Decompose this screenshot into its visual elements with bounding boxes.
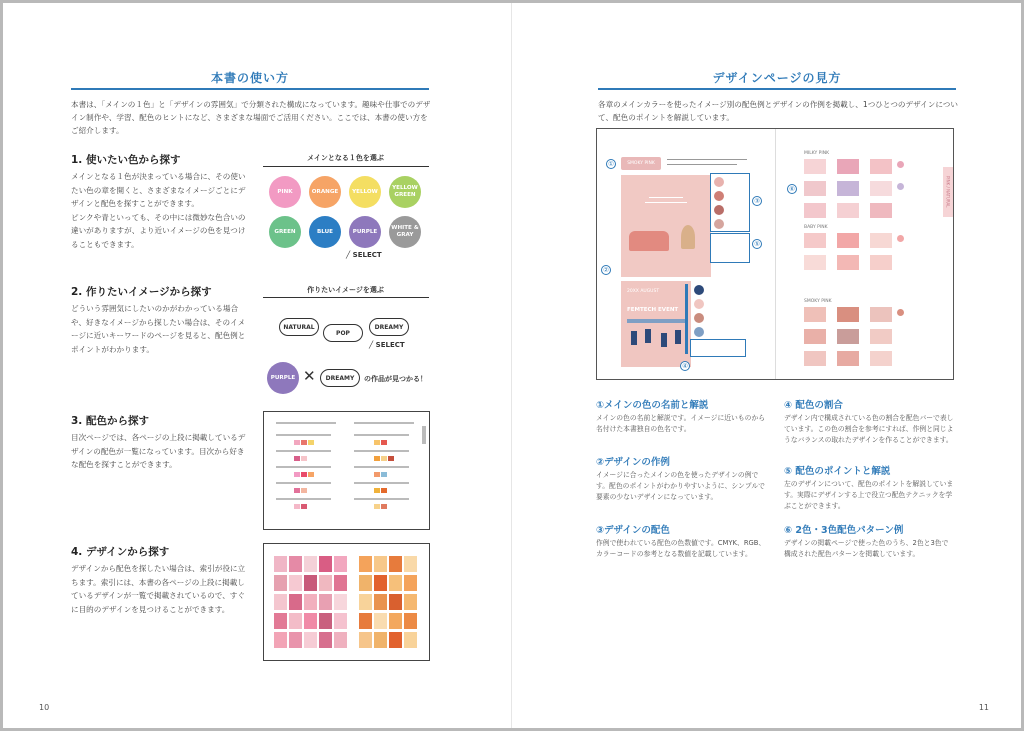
toc-swatch [381,488,387,493]
keyword-pill-pop: POP [323,324,363,342]
color-dot [714,205,724,215]
sofa-shape [629,231,669,251]
explanation-3-body: 作例で使われている配色の色数値です。CMYK、RGB、カラーコードの参考となる数値を記載しています。 [596,539,766,558]
index-tile [319,556,332,572]
toc-swatch [374,472,380,477]
section-4-body: デザインから配色を探したい場合は、索引が役に立ちます。索引には、本書の各ページの上段に掲載しているデザインが一覧で掲載されているので、すぐに目的のデザインを見つけることができます。 [71,564,246,614]
pattern-swatch [837,351,859,366]
panel-1-rule [263,166,429,167]
index-tile [404,632,417,648]
explanation-1-heading: ①メインの色の名前と解説 [596,400,709,411]
index-tile [319,594,332,610]
index-tile [389,594,402,610]
explanation-5-body: 左のデザインについて、配色のポイントを解説しています。実際にデザインする上で役立つ配色テクニックを学ぶことができます。 [784,480,954,510]
toc-line [276,422,336,424]
callout-4: ④ [680,361,690,371]
book-spread [3,3,1021,728]
toc-swatch [381,440,387,445]
select-tag-1: ╱ SELECT [346,251,382,259]
index-tile [304,594,317,610]
index-tile [289,575,302,591]
pattern-swatch [804,159,826,174]
example-title-line [649,197,683,198]
pattern-swatch [804,181,826,196]
palette-dot [897,161,904,168]
explanation-2-body: イメージに合ったメインの色を使ったデザインの例です。配色のポイントがわかりやすいように、シンプルで要素の少ないデザインになっています。 [596,471,765,501]
index-tile [334,556,347,572]
toc-swatch [374,504,380,509]
event-date: 20XX AUGUST [627,289,660,294]
index-tile [359,594,372,610]
toc-swatch [294,488,300,493]
pattern-swatch [837,255,859,270]
pattern-swatch [837,233,859,248]
pattern-swatch [837,329,859,344]
pattern-swatch [804,307,826,322]
index-tile [289,594,302,610]
pattern-swatch [870,329,892,344]
index-tile [289,556,302,572]
palette-dot [897,309,904,316]
index-tile [359,613,372,629]
toc-thumbnail [263,411,430,530]
index-tile [389,575,402,591]
pattern-swatch [870,181,892,196]
toc-swatch [294,504,300,509]
pattern-swatch [837,307,859,322]
left-page-number: 10 [39,703,50,712]
figure-shape [661,333,667,347]
section-3-heading: 3. 配色から探す [71,415,149,427]
explanation-1-body: メインの色の名前と解説です。イメージに近いものから名付けた本書独自の色名です。 [596,414,766,433]
color-dot [694,299,704,309]
section-1-body: メインとなる１色が決まっている場合に、その使いたい色の章を開くと、さまざまなイメージごとにデザインと配色を探すことができます。 ピンクや青といっても、その中には微妙な色合いの違いがありますが、より近いイメージの色を見つけることもできます。 [71,172,246,249]
callout-6: ⑥ [787,184,797,194]
color-dot [714,191,724,201]
toc-line [276,498,331,500]
index-tile [274,594,287,610]
left-page-title: 本書の使い方 [210,71,289,85]
left-intro: 本書は、「メインの１色」と「デザインの雰囲気」で分類された構成になっています。趣味や仕事でのデザイン制作や、学習、配色のヒントになど、さまざまな場面でご活用ください。ここでは、本書の使い方をご紹介します。 [71,100,431,135]
pattern-swatch [837,203,859,218]
panel-1-title: メインとなる１色を選ぶ [307,154,384,162]
color-circle-yellow-green: YELLOW GREEN [389,176,421,208]
explanation-3-heading: ③デザインの配色 [596,525,670,536]
toc-swatch [301,488,307,493]
palette-dot [897,183,904,190]
index-tile [404,556,417,572]
event-bar [627,319,685,323]
figure-shape [645,329,651,343]
result-circle-purple: PURPLE [267,362,299,394]
pattern-swatch [837,181,859,196]
result-pill-dreamy: DREAMY [320,369,360,387]
keyword-pill-natural: NATURAL [279,318,319,336]
right-page-number: 11 [978,703,989,712]
index-tile [304,613,317,629]
toc-swatch [308,440,314,445]
color-dot [714,177,724,187]
toc-swatch [374,456,380,461]
toc-swatch [294,472,300,477]
event-title: FEMTECH EVENT [627,307,679,313]
toc-swatch [301,440,307,445]
index-tile [289,632,302,648]
index-tile [319,575,332,591]
index-tile [274,575,287,591]
index-tile [389,613,402,629]
toc-swatch [301,472,307,477]
index-tile [374,575,387,591]
section-2-heading: 2. 作りたいイメージから探す [71,286,212,298]
index-thumbnail [263,543,430,661]
pattern-swatch [804,351,826,366]
toc-line [276,482,331,484]
callout-1: ① [606,159,616,169]
pattern-swatch [870,233,892,248]
callout-5: ⑤ [752,239,762,249]
select-label-2: SELECT [375,341,405,349]
index-tile [334,613,347,629]
color-circle-green: GREEN [269,216,301,248]
left-title-rule [71,88,429,90]
index-tile [334,594,347,610]
milky-pink-label: MILKY PINK [804,151,830,156]
section-1-heading: 1. 使いたい色から探す [71,154,181,166]
index-tile [274,632,287,648]
color-circle-orange: ORANGE [309,176,341,208]
toc-swatch [301,456,307,461]
section-3-body: 目次ページでは、各ページの上段に掲載しているデザインの配色が一覧になっています。目次から好きな配色を探すことができます。 [71,433,246,469]
toc-line [276,466,331,468]
toc-swatch [294,456,300,461]
color-dot [694,313,704,323]
color-circle-blue: BLUE [309,216,341,248]
index-tile [359,632,372,648]
toc-swatch [374,488,380,493]
toc-line [276,434,331,436]
index-tile [404,575,417,591]
color-circle-yellow: YELLOW [349,176,381,208]
toc-line [354,450,409,452]
right-title-rule [598,88,956,90]
toc-swatch [301,504,307,509]
index-tile [404,594,417,610]
toc-swatch [294,440,300,445]
figure-shape [631,331,637,345]
toc-swatch [308,472,314,477]
index-tile [374,594,387,610]
section-4-heading: 4. デザインから探す [71,546,170,558]
pattern-swatch [870,351,892,366]
color-circle-white-gray: WHITE & GRAY [389,216,421,248]
toc-line [354,482,409,484]
color-dot [694,285,704,295]
index-tile [374,632,387,648]
baby-pink-label: BABY PINK [804,225,828,230]
index-tile [289,613,302,629]
toc-line [354,466,409,468]
toc-line [354,498,409,500]
pattern-swatch [804,255,826,270]
palette-dot [897,235,904,242]
panel-2-rule [263,297,429,298]
toc-swatch [381,472,387,477]
explanation-2-heading: ②デザインの作例 [596,457,670,468]
right-page-title: デザインページの見方 [712,71,842,85]
pattern-swatch [804,329,826,344]
index-tile [319,613,332,629]
toc-line [354,434,409,436]
index-tile [274,613,287,629]
color-ratio-bar [685,284,688,354]
toc-swatch [381,504,387,509]
right-intro: 各章のメインカラーを使ったイメージ別の配色例とデザインの作例を掲載し、1つひとつのデザインについて、配色のポイントを解説しています。 [598,100,958,122]
pattern-swatch [804,233,826,248]
index-tile [304,575,317,591]
pattern-swatch [870,203,892,218]
result-text: の作品が見つかる！ [364,375,427,383]
toc-line [276,450,331,452]
index-tile [389,632,402,648]
callout-3: ③ [752,196,762,206]
pattern-swatch [837,159,859,174]
toc-tab [422,426,426,444]
pattern-swatch [804,203,826,218]
select-label-1: SELECT [352,251,382,259]
design-example-2 [621,281,691,367]
pattern-swatch [870,307,892,322]
smoky-pink-label-2: SMOKY PINK [804,299,832,304]
left-page [3,3,512,728]
point-box-2 [690,339,746,357]
color-circle-purple: PURPLE [349,216,381,248]
index-tile [374,613,387,629]
design-example-1 [621,175,711,277]
select-tag-2: ╱ SELECT [369,341,405,349]
smoky-pink-label: SMOKY PINK [621,157,661,170]
pattern-swatch [870,159,892,174]
toc-swatch [388,456,394,461]
index-tile [334,575,347,591]
side-tab: PINK / NATURAL [943,167,953,217]
callout-2: ② [601,265,611,275]
example-title-line [645,202,687,203]
explanation-4-heading: ④ 配色の割合 [784,400,843,411]
index-tile [374,556,387,572]
index-tile [274,556,287,572]
plant-shape [681,225,695,249]
index-tile [304,632,317,648]
keyword-pill-dreamy: DREAMY [369,318,409,336]
sample-spread-image [596,128,954,380]
index-tile [334,632,347,648]
multiply-icon: ✕ [303,367,316,385]
color-dot [694,327,704,337]
toc-swatch [381,456,387,461]
sample-text-line [667,159,747,160]
sample-text-line [667,164,737,165]
explanation-6-heading: ⑥ 2色・3色配色パターン例 [784,525,904,536]
explanation-6-body: デザインの掲載ページで使った色のうち、2色と3色で構成された配色パターンを掲載しています。 [784,539,949,558]
index-tile [319,632,332,648]
point-box-1 [710,233,750,263]
panel-2-title: 作りたいイメージを選ぶ [307,286,384,294]
color-circle-pink: PINK [269,176,301,208]
color-dot [714,219,724,229]
toc-line [354,422,414,424]
sample-gutter [775,129,776,380]
explanation-4-body: デザイン内で構成されている色の割合を配色バーで表しています。この色の割合を参考にすれば、作例と同じようなバランスの取れたデザインを作ることができます。 [784,414,954,444]
explanation-5-heading: ⑤ 配色のポイントと解説 [784,466,891,477]
figure-shape [675,330,681,344]
index-tile [304,556,317,572]
index-tile [359,556,372,572]
section-2-body: どういう雰囲気にしたいのかがわかっている場合や、好きなイメージから探したい場合は、そのイメージに近いキーワードのページを見ると、配色例とポイントがわかります。 [71,304,246,354]
index-tile [404,613,417,629]
index-tile [389,556,402,572]
index-tile [359,575,372,591]
toc-swatch [374,440,380,445]
pattern-swatch [870,255,892,270]
